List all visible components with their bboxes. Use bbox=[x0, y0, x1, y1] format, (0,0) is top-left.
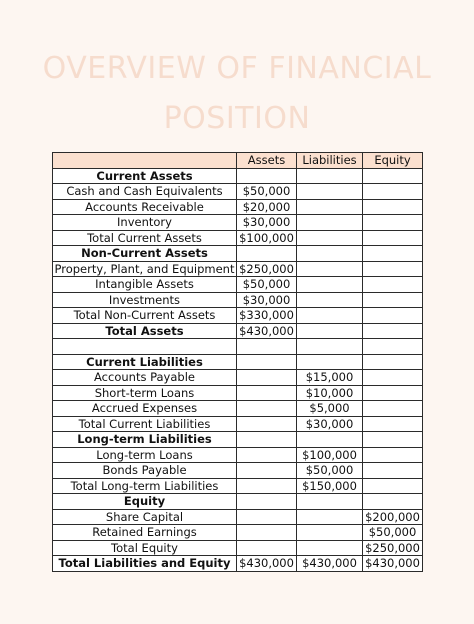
cell-item: Inventory bbox=[53, 215, 237, 231]
cell-assets bbox=[237, 540, 297, 556]
cell-item: Total Liabilities and Equity bbox=[53, 556, 237, 572]
cell-equity bbox=[363, 354, 423, 370]
cell-assets: $50,000 bbox=[237, 184, 297, 200]
cell-assets bbox=[237, 463, 297, 479]
cell-assets: $30,000 bbox=[237, 215, 297, 231]
cell-liabilities: $50,000 bbox=[297, 463, 363, 479]
cell-liabilities bbox=[297, 509, 363, 525]
cell-liabilities bbox=[297, 277, 363, 293]
cell-liabilities bbox=[297, 292, 363, 308]
table-row bbox=[53, 215, 423, 231]
cell-assets: $50,000 bbox=[237, 277, 297, 293]
cell-item: Cash and Cash Equivalents bbox=[53, 184, 237, 200]
cell-equity: $200,000 bbox=[363, 509, 423, 525]
cell-equity bbox=[363, 168, 423, 184]
cell-assets bbox=[237, 401, 297, 417]
cell-liabilities bbox=[297, 215, 363, 231]
cell-item: Long-term Loans bbox=[53, 447, 237, 463]
table-row bbox=[53, 308, 423, 324]
cell-liabilities bbox=[297, 246, 363, 262]
cell-equity bbox=[363, 199, 423, 215]
cell-item: Total Assets bbox=[53, 323, 237, 339]
cell-equity bbox=[363, 463, 423, 479]
cell-assets bbox=[237, 494, 297, 510]
table-row bbox=[53, 556, 423, 572]
cell-item: Accrued Expenses bbox=[53, 401, 237, 417]
header-cell-assets: Assets bbox=[237, 153, 297, 169]
cell-equity bbox=[363, 277, 423, 293]
cell-equity bbox=[363, 292, 423, 308]
table-row bbox=[53, 432, 423, 448]
cell-item: Long-term Liabilities bbox=[53, 432, 237, 448]
table-row bbox=[53, 540, 423, 556]
table-row bbox=[53, 401, 423, 417]
header-cell-liabilities: Liabilities bbox=[297, 153, 363, 169]
cell-assets bbox=[237, 509, 297, 525]
cell-item bbox=[53, 339, 237, 355]
table-row bbox=[53, 339, 423, 355]
cell-liabilities bbox=[297, 184, 363, 200]
cell-item: Intangible Assets bbox=[53, 277, 237, 293]
table-row bbox=[53, 230, 423, 246]
table-row bbox=[53, 199, 423, 215]
cell-equity bbox=[363, 478, 423, 494]
cell-assets bbox=[237, 385, 297, 401]
financial-position-table bbox=[52, 152, 423, 572]
cell-equity bbox=[363, 308, 423, 324]
cell-item: Accounts Receivable bbox=[53, 199, 237, 215]
cell-equity: $430,000 bbox=[363, 556, 423, 572]
table-row bbox=[53, 261, 423, 277]
cell-liabilities bbox=[297, 261, 363, 277]
table-row bbox=[53, 463, 423, 479]
header-cell-equity: Equity bbox=[363, 153, 423, 169]
cell-liabilities bbox=[297, 230, 363, 246]
cell-item: Accounts Payable bbox=[53, 370, 237, 386]
table-row bbox=[53, 494, 423, 510]
table-row bbox=[53, 385, 423, 401]
cell-liabilities bbox=[297, 323, 363, 339]
cell-equity: $250,000 bbox=[363, 540, 423, 556]
cell-assets bbox=[237, 432, 297, 448]
cell-equity bbox=[363, 432, 423, 448]
cell-item: Short-term Loans bbox=[53, 385, 237, 401]
table-row bbox=[53, 370, 423, 386]
cell-equity bbox=[363, 261, 423, 277]
cell-assets bbox=[237, 246, 297, 262]
cell-assets bbox=[237, 370, 297, 386]
cell-equity bbox=[363, 246, 423, 262]
cell-liabilities bbox=[297, 308, 363, 324]
table-row bbox=[53, 246, 423, 262]
table-row bbox=[53, 168, 423, 184]
cell-assets bbox=[237, 478, 297, 494]
cell-liabilities: $15,000 bbox=[297, 370, 363, 386]
table-header bbox=[53, 153, 423, 169]
cell-liabilities: $10,000 bbox=[297, 385, 363, 401]
table-row bbox=[53, 323, 423, 339]
table-row bbox=[53, 292, 423, 308]
cell-item: Current Liabilities bbox=[53, 354, 237, 370]
table-row bbox=[53, 354, 423, 370]
page-title bbox=[0, 44, 474, 144]
cell-liabilities bbox=[297, 432, 363, 448]
cell-liabilities: $430,000 bbox=[297, 556, 363, 572]
cell-equity bbox=[363, 323, 423, 339]
cell-liabilities bbox=[297, 540, 363, 556]
cell-liabilities: $100,000 bbox=[297, 447, 363, 463]
cell-item: Bonds Payable bbox=[53, 463, 237, 479]
cell-equity bbox=[363, 215, 423, 231]
table-row bbox=[53, 478, 423, 494]
cell-liabilities bbox=[297, 354, 363, 370]
table-row bbox=[53, 416, 423, 432]
cell-item: Share Capital bbox=[53, 509, 237, 525]
cell-liabilities bbox=[297, 168, 363, 184]
cell-assets: $100,000 bbox=[237, 230, 297, 246]
table-row bbox=[53, 447, 423, 463]
table-row bbox=[53, 277, 423, 293]
cell-assets: $30,000 bbox=[237, 292, 297, 308]
cell-assets bbox=[237, 416, 297, 432]
cell-assets: $430,000 bbox=[237, 556, 297, 572]
cell-equity bbox=[363, 339, 423, 355]
cell-item: Total Long-term Liabilities bbox=[53, 478, 237, 494]
cell-assets bbox=[237, 447, 297, 463]
cell-item: Equity bbox=[53, 494, 237, 510]
cell-equity bbox=[363, 416, 423, 432]
cell-item: Retained Earnings bbox=[53, 525, 237, 541]
title-line-1: OVERVIEW OF FINANCIAL bbox=[42, 51, 432, 86]
cell-item: Investments bbox=[53, 292, 237, 308]
cell-item: Total Non-Current Assets bbox=[53, 308, 237, 324]
cell-liabilities: $30,000 bbox=[297, 416, 363, 432]
cell-item: Property, Plant, and Equipment bbox=[53, 261, 237, 277]
cell-assets: $330,000 bbox=[237, 308, 297, 324]
table-body bbox=[53, 168, 423, 571]
cell-liabilities bbox=[297, 525, 363, 541]
cell-equity bbox=[363, 370, 423, 386]
cell-equity bbox=[363, 230, 423, 246]
title-line-2: POSITION bbox=[163, 101, 311, 136]
cell-assets bbox=[237, 354, 297, 370]
cell-assets: $250,000 bbox=[237, 261, 297, 277]
cell-equity bbox=[363, 385, 423, 401]
cell-equity bbox=[363, 401, 423, 417]
cell-item: Total Current Assets bbox=[53, 230, 237, 246]
header-cell-item bbox=[53, 153, 237, 169]
cell-item: Current Assets bbox=[53, 168, 237, 184]
cell-liabilities: $150,000 bbox=[297, 478, 363, 494]
cell-item: Total Current Liabilities bbox=[53, 416, 237, 432]
cell-item: Total Equity bbox=[53, 540, 237, 556]
cell-assets: $20,000 bbox=[237, 199, 297, 215]
cell-equity: $50,000 bbox=[363, 525, 423, 541]
cell-assets bbox=[237, 168, 297, 184]
header-row bbox=[53, 153, 423, 169]
cell-liabilities bbox=[297, 199, 363, 215]
cell-assets: $430,000 bbox=[237, 323, 297, 339]
cell-assets bbox=[237, 339, 297, 355]
cell-equity bbox=[363, 447, 423, 463]
table-row bbox=[53, 184, 423, 200]
cell-liabilities bbox=[297, 339, 363, 355]
table-row bbox=[53, 525, 423, 541]
cell-assets bbox=[237, 525, 297, 541]
cell-equity bbox=[363, 494, 423, 510]
cell-item: Non-Current Assets bbox=[53, 246, 237, 262]
table-row bbox=[53, 509, 423, 525]
cell-liabilities bbox=[297, 494, 363, 510]
cell-liabilities: $5,000 bbox=[297, 401, 363, 417]
cell-equity bbox=[363, 184, 423, 200]
